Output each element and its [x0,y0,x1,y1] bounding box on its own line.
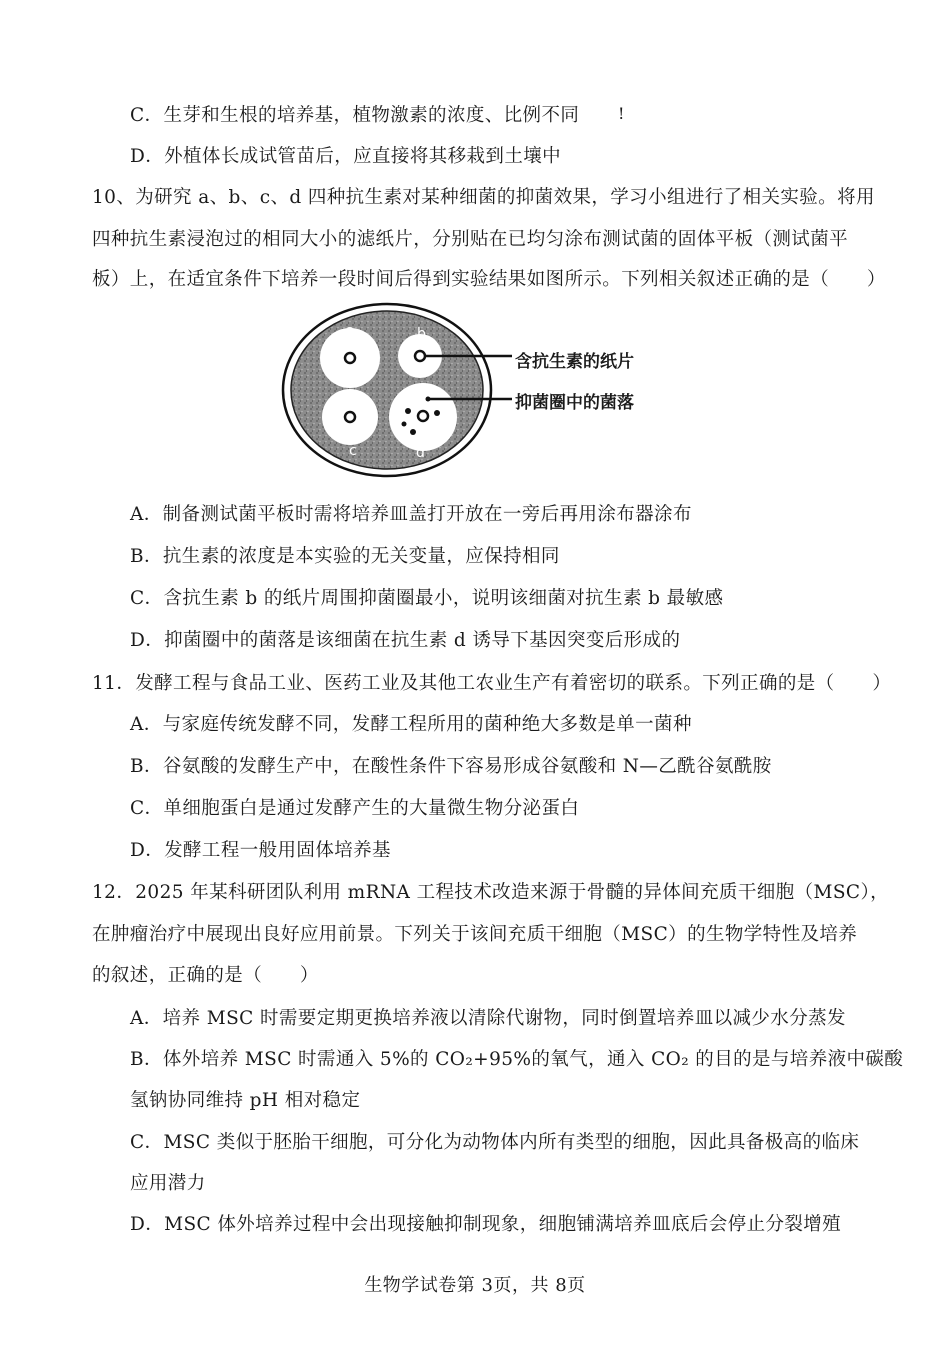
page-footer: 生物学试卷第 3页，共 8页 [364,1275,586,1296]
label-c: c [349,443,357,459]
q9-option-d: D．外植体长成试管苗后，应直接将其移栽到土壤中 [130,146,562,167]
q11-option-a: A．与家庭传统发酵不同，发酵工程所用的菌种绝大多数是单一菌种 [130,714,692,735]
colony-dot [405,408,411,414]
q12-option-b-line2: 氢钠协同维持 pH 相对稳定 [130,1090,361,1111]
q11-option-c: C．单细胞蛋白是通过发酵产生的大量微生物分泌蛋白 [130,798,580,819]
q12-option-d: D．MSC 体外培养过程中会出现接触抑制现象，细胞铺满培养皿底后会停止分裂增殖 [130,1214,842,1235]
q12-stem-line3: 的叙述，正确的是（ ） [92,965,319,986]
q12-option-a: A．培养 MSC 时需要定期更换培养液以清除代谢物，同时倒置培养皿以减少水分蒸发 [130,1008,846,1029]
q10-option-d: D．抑菌圈中的菌落是该细菌在抗生素 d 诱导下基因突变后形成的 [130,630,681,651]
petri-dish-diagram [280,300,700,480]
callout-paper-label: 含抗生素的纸片 [515,352,634,372]
label-b: b [417,326,426,342]
q11-option-d: D．发酵工程一般用固体培养基 [130,840,391,861]
q12-stem-line2: 在肿瘤治疗中展现出良好应用前景。下列关于该间充质干细胞（MSC）的生物学特性及培养 [92,924,858,945]
bacterial-lawn [291,311,483,469]
paper-disc-a [345,353,355,363]
q10-stem-line1: 10、为研究 a、b、c、d 四种抗生素对某种细菌的抑菌效果，学习小组进行了相关实验。将用 [92,187,875,208]
q11-stem: 11．发酵工程与食品工业、医药工业及其他工农业生产有着密切的联系。下列正确的是（ ） [92,673,892,694]
colony-dot [402,422,407,427]
petri-dish-figure [280,300,700,480]
q12-stem-line1: 12．2025 年某科研团队利用 mRNA 工程技术改造来源于骨髓的异体间充质干细胞（MSC）， [92,882,890,903]
paper-disc-c [345,412,355,422]
q12-option-c-line1: C．MSC 类似于胚胎干细胞，可分化为动物体内所有类型的细胞，因此具备极高的临床 [130,1132,860,1153]
callout-colony-label: 抑菌圈中的菌落 [515,393,634,413]
label-a: a [346,323,355,339]
q10-option-b: B．抗生素的浓度是本实验的无关变量，应保持相同 [130,546,560,567]
label-d: d [416,445,425,461]
colony-dot [410,429,416,435]
q10-option-a: A．制备测试菌平板时需将培养皿盖打开放在一旁后再用涂布器涂布 [130,504,692,525]
q12-option-c-line2: 应用潜力 [130,1173,206,1194]
q9-option-c: C．生芽和生根的培养基，植物激素的浓度、比例不同 [130,105,580,126]
paper-disc-b [415,351,425,361]
callout-pointer [426,397,431,402]
paper-disc-d [418,411,428,421]
q10-option-c: C．含抗生素 b 的纸片周围抑菌圈最小，说明该细菌对抗生素 b 最敏感 [130,588,724,609]
q10-stem-line2: 四种抗生素浸泡过的相同大小的滤纸片，分别贴在已均匀涂布测试菌的固体平板（测试菌平 [92,229,849,250]
colony-dot [434,410,440,416]
q10-stem-line3: 板）上，在适宜条件下培养一段时间后得到实验结果如图所示。下列相关叙述正确的是（ ） [92,269,886,290]
q12-option-b-line1: B．体外培养 MSC 时需通入 5%的 CO₂+95%的氧气，通入 CO₂ 的目的是与培养液中碳酸 [130,1049,904,1070]
q11-option-b: B．谷氨酸的发酵生产中，在酸性条件下容易形成谷氨酸和 N—乙酰谷氨酰胺 [130,756,772,777]
stray-mark: ! [618,104,625,123]
